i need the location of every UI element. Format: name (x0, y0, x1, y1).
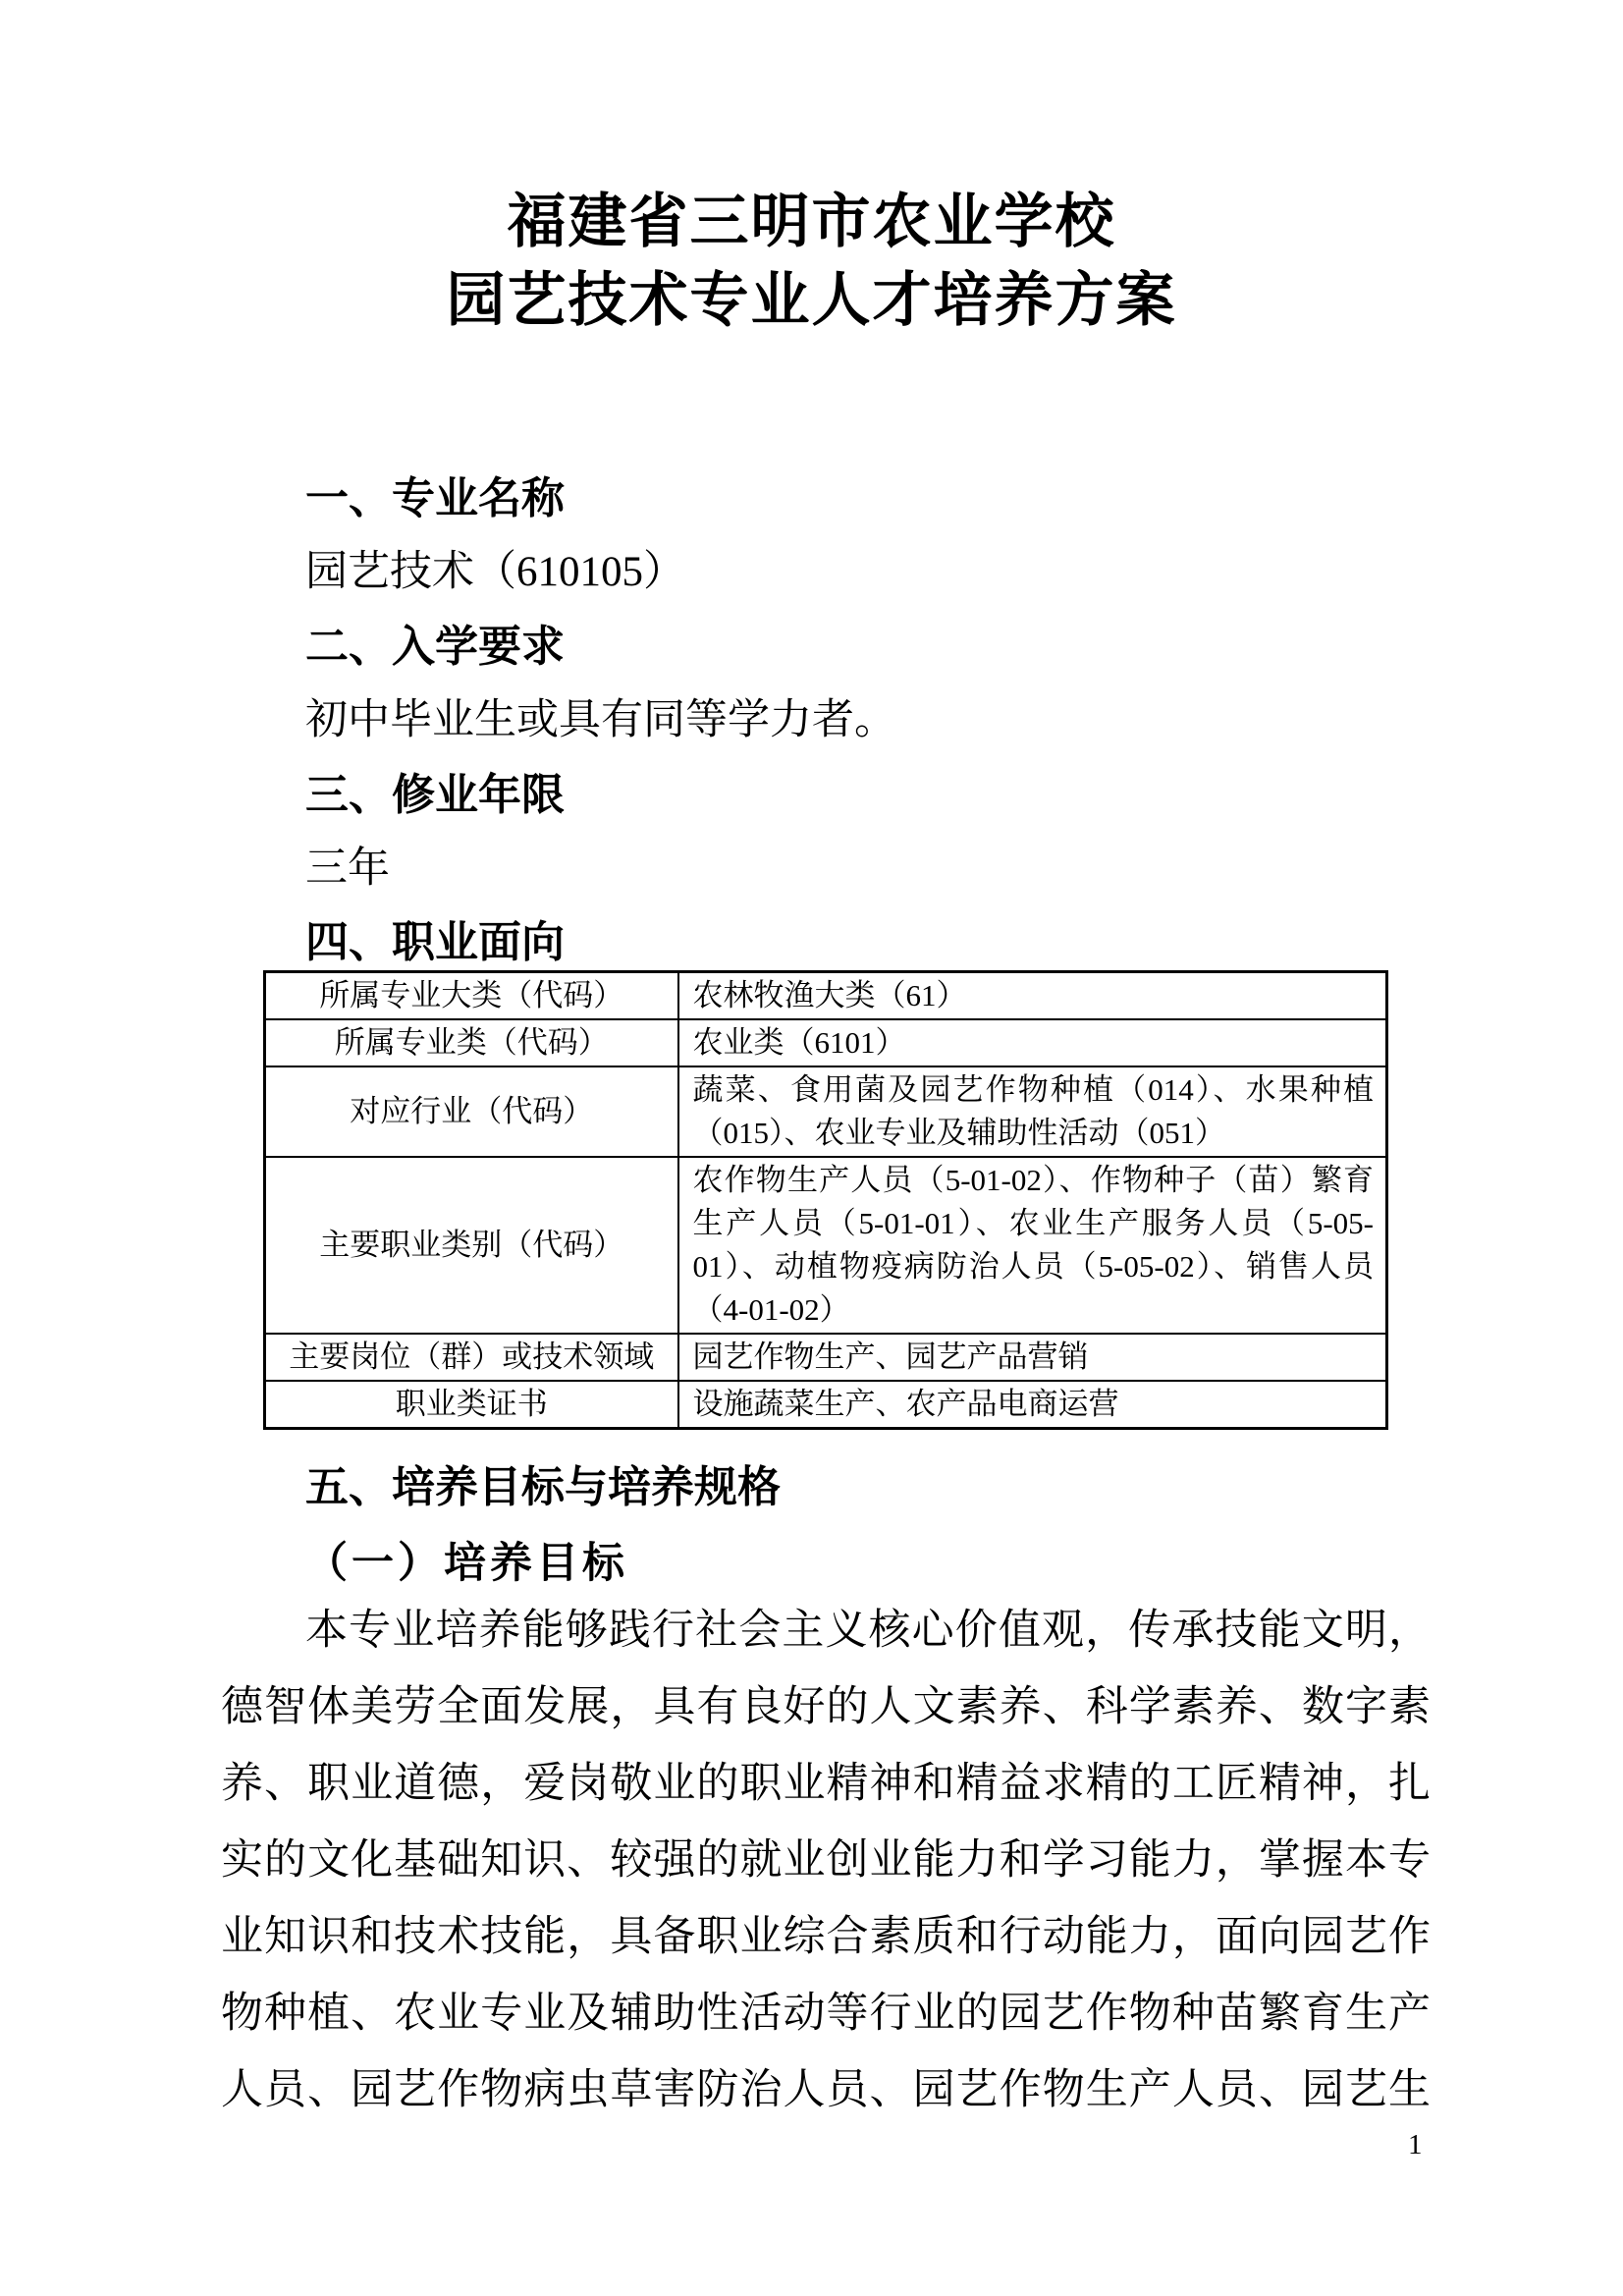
row-label-cell: 职业类证书 (265, 1381, 678, 1429)
row-label-cell: 所属专业类（代码） (265, 1019, 678, 1066)
section-heading-2: 二、入学要求 (305, 622, 565, 671)
paragraph-line: 实的文化基础知识、较强的就业创业能力和学习能力，掌握本专 (221, 1837, 1431, 1884)
table-row-major-category (265, 972, 1387, 1020)
paragraph-line: 德智体美劳全面发展，具有良好的人文素养、科学素养、数字素 (221, 1684, 1431, 1730)
career-orientation-table (263, 970, 1388, 1430)
paragraph-line: 业知识和技术技能，具备职业综合素质和行动能力，面向园艺作 (221, 1914, 1431, 1960)
section-paragraph-entry-requirement: 初中毕业生或具有同等学力者。 (305, 697, 896, 744)
row-value-cell: 农作物生产人员（5-01-02）、作物种子（苗）繁育生产人员（5-01-01）、农业生产服务人员（5-05-01）、动植物疫病防治人员（5-05-02）、销售人员（4-01-02） (678, 1157, 1387, 1334)
document-title-line2: 园艺技术专业人才培养方案 (446, 268, 1177, 333)
row-label-cell: 主要岗位（群）或技术领域 (265, 1334, 678, 1381)
section-paragraph-study-years: 三年 (305, 846, 390, 893)
document-title (0, 183, 1623, 340)
table-row-certificates (265, 1381, 1387, 1429)
table-row-main-posts (265, 1334, 1387, 1381)
paragraph-line: 本专业培养能够践行社会主义核心价值观，传承技能文明， (305, 1608, 1431, 1654)
row-label-cell: 对应行业（代码） (265, 1066, 678, 1157)
section-list (221, 462, 1431, 980)
section-paragraph-major-name: 园艺技术（610105） (305, 549, 685, 596)
row-value-cell: 农业类（6101） (678, 1019, 1387, 1066)
row-value-cell: 设施蔬菜生产、农产品电商运营 (678, 1381, 1387, 1429)
row-value-cell: 农林牧渔大类（61） (678, 972, 1387, 1020)
section-heading-3: 三、修业年限 (305, 770, 565, 819)
section-heading-5: 五、培养目标与培养规格 (305, 1463, 781, 1511)
table-row-major-class (265, 1019, 1387, 1066)
row-label-cell: 主要职业类别（代码） (265, 1157, 678, 1334)
paragraph-line: 物种植、农业专业及辅助性活动等行业的园艺作物种苗繁育生产 (221, 1991, 1431, 2037)
paragraph-line: 人员、园艺作物病虫草害防治人员、园艺作物生产人员、园艺生 (221, 2067, 1431, 2113)
table-row-industry (265, 1066, 1387, 1157)
table-row-occupation-category (265, 1157, 1387, 1334)
row-label-cell: 所属专业大类（代码） (265, 972, 678, 1020)
page-number: 1 (1408, 2129, 1423, 2160)
row-value-cell: 园艺作物生产、园艺产品营销 (678, 1334, 1387, 1381)
section-heading-1: 一、专业名称 (305, 474, 565, 522)
section-heading-4: 四、职业面向 (305, 918, 565, 967)
row-value-cell: 蔬菜、食用菌及园艺作物种植（014）、水果种植（015）、农业专业及辅助性活动（051） (678, 1066, 1387, 1157)
training-objective-paragraph (221, 1593, 1431, 2129)
sub-heading-training-objective: （一）培养目标 (305, 1541, 628, 1587)
document-title-line1: 福建省三明市农业学校 (507, 190, 1116, 254)
paragraph-line: 养、职业道德，爱岗敬业的职业精神和精益求精的工匠精神，扎 (221, 1761, 1431, 1807)
